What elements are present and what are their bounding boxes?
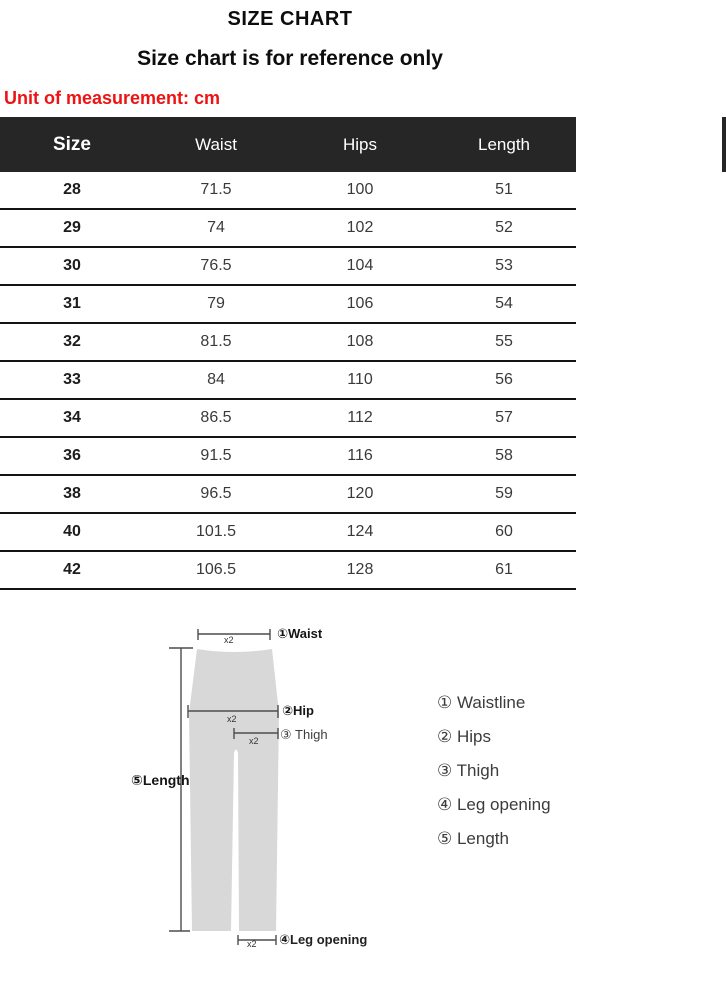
table-cell: 42 — [63, 561, 81, 578]
table-cell: 96.5 — [200, 485, 232, 502]
table-cell: 32 — [63, 333, 81, 350]
table-cell: 79 — [207, 295, 225, 312]
table-cell: 54 — [495, 295, 513, 312]
table-cell: 71.5 — [200, 181, 232, 198]
table-cell: 100 — [346, 181, 374, 198]
table-cell: 108 — [346, 333, 374, 350]
table-cell: 128 — [346, 561, 374, 578]
table-cell: 76.5 — [200, 257, 232, 274]
table-cell: 57 — [495, 409, 513, 426]
table-row — [0, 286, 576, 324]
table-cell: 124 — [346, 523, 374, 540]
thigh-x2-label: x2 — [249, 736, 259, 746]
table-body — [0, 172, 576, 590]
unit-note: Unit of measurement: cm — [4, 88, 221, 108]
table-cell: 59 — [495, 485, 513, 502]
table-cell: 86.5 — [200, 409, 232, 426]
table-cell: 38 — [63, 485, 81, 502]
table-cell: 34 — [63, 409, 81, 426]
table-cell: 61 — [495, 561, 513, 578]
table-cell: 31 — [63, 295, 81, 312]
table-cell: 56 — [495, 371, 513, 388]
legend-item: ⑤ Length — [437, 829, 509, 848]
waist-label: ①Waist — [277, 626, 323, 641]
leg-opening-x2-label: x2 — [247, 939, 257, 949]
table-cell: 28 — [63, 181, 81, 198]
legend-list — [437, 686, 551, 856]
table-cell: 112 — [347, 409, 373, 426]
table-row — [0, 362, 576, 400]
table-cell: 101.5 — [195, 523, 237, 540]
table-cell: 58 — [495, 447, 513, 464]
table-cell: 40 — [63, 523, 81, 540]
page-title: SIZE CHART — [227, 8, 353, 30]
table-cell: 84 — [207, 371, 225, 388]
table-cell: 81.5 — [200, 333, 232, 350]
column-header: Length — [478, 134, 530, 154]
table-cell: 30 — [63, 257, 81, 274]
table-cell: 55 — [495, 333, 513, 350]
table-row — [0, 514, 576, 552]
table-cell: 91.5 — [200, 447, 232, 464]
hip-x2-label: x2 — [227, 714, 237, 724]
table-cell: 106.5 — [195, 561, 237, 578]
table-header-row — [0, 117, 576, 172]
waist-measure-line — [198, 629, 270, 640]
page-subtitle: Size chart is for reference only — [137, 47, 443, 70]
table-cell: 116 — [347, 447, 373, 464]
waist-x2-label: x2 — [224, 635, 234, 645]
table-cell: 36 — [63, 447, 81, 464]
table-cell: 29 — [63, 219, 81, 236]
table-cell: 74 — [207, 219, 225, 236]
table-cell: 110 — [347, 371, 373, 388]
legend-item: ③ Thigh — [437, 761, 500, 780]
table-row — [0, 248, 576, 286]
table-cell: 33 — [63, 371, 81, 388]
table-cell: 52 — [495, 219, 513, 236]
table-cell: 51 — [495, 181, 513, 198]
table-row — [0, 324, 576, 362]
legend-item: ④ Leg opening — [437, 795, 551, 814]
column-header: Waist — [195, 134, 237, 154]
table-cell: 120 — [346, 485, 374, 502]
leg-opening-label: ④Leg opening — [279, 932, 368, 947]
pants-figure — [0, 610, 726, 970]
column-header: Size — [52, 133, 92, 155]
table-row — [0, 210, 576, 248]
pants-shape — [189, 649, 279, 931]
table-cell: 102 — [346, 219, 374, 236]
table-cell: 104 — [346, 257, 374, 274]
table-cell: 106 — [346, 295, 374, 312]
table-row — [0, 400, 576, 438]
legend-item: ① Waistline — [437, 693, 526, 712]
table-cell: 53 — [495, 257, 513, 274]
leg-opening-measure-line — [238, 935, 276, 945]
table-edge-sliver — [722, 117, 726, 172]
size-table — [0, 117, 576, 590]
hip-label: ②Hip — [282, 703, 314, 718]
table-row — [0, 552, 576, 590]
table-row — [0, 438, 576, 476]
table-row — [0, 172, 576, 210]
table-row — [0, 476, 576, 514]
column-header: Hips — [342, 134, 377, 154]
length-measure-line — [169, 648, 193, 931]
length-label: ⑤Length — [131, 772, 190, 788]
legend-item: ② Hips — [437, 727, 491, 746]
table-cell: 60 — [495, 523, 513, 540]
thigh-label: ③ Thigh — [280, 727, 328, 742]
